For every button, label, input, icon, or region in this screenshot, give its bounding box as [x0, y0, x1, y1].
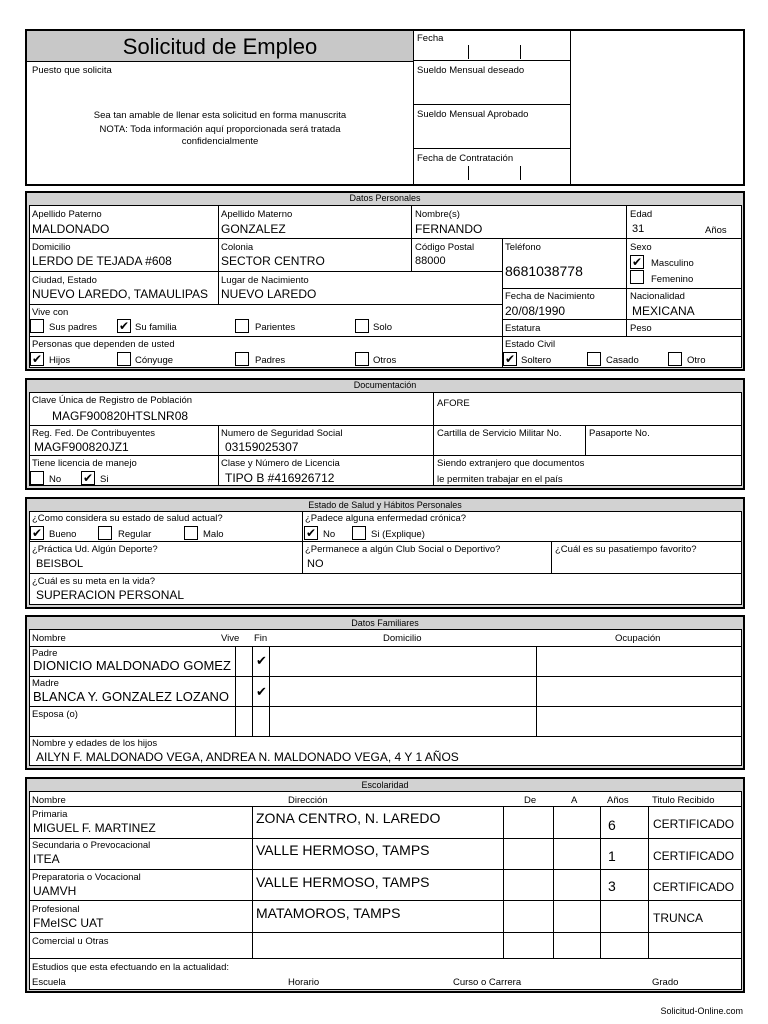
documentacion-title: Documentación	[353, 380, 417, 390]
col-line	[302, 511, 303, 573]
otro-checkbox[interactable]	[668, 352, 682, 366]
note-line-2: NOTA: Toda información aquí proporcionada será tratada	[99, 124, 341, 135]
padre-fin-check[interactable]: ✔	[256, 653, 267, 668]
bueno-label: Bueno	[49, 529, 77, 540]
licencia-label: Tiene licencia de manejo	[32, 458, 137, 469]
esc-col-anos: Años	[607, 795, 629, 806]
ap-materno-label: Apellido Materno	[221, 209, 293, 220]
esc-row-titulo[interactable]: CERTIFICADO	[653, 817, 735, 831]
cronica-si-label: Si (Explique)	[371, 529, 425, 540]
row-line	[29, 271, 502, 272]
sueldo-aprobado-field[interactable]	[415, 122, 568, 146]
row-line	[29, 706, 742, 707]
nombres-value[interactable]: FERNANDO	[415, 222, 483, 236]
esc-row-label: Preparatoria o Vocacional	[32, 872, 141, 883]
row-line	[502, 336, 742, 337]
casado-checkbox[interactable]	[587, 352, 601, 366]
documentacion-grid	[29, 392, 742, 486]
colonia-label: Colonia	[221, 242, 254, 253]
vive-con-label: Vive con	[32, 307, 69, 318]
familiares-title: Datos Familiares	[351, 618, 419, 628]
esc-row-direccion[interactable]: VALLE HERMOSO, TAMPS	[256, 874, 430, 890]
esc-row-nombre[interactable]: FMeISC UAT	[33, 916, 104, 930]
esc-row-label: Primaria	[32, 809, 68, 820]
madre-label: Madre	[32, 678, 59, 689]
lugar-nac-label: Lugar de Nacimiento	[221, 275, 309, 286]
col-line	[502, 238, 503, 368]
note-line-1: Sea tan amable de llenar esta solicitud en forma manuscrita	[93, 110, 347, 121]
esc-row-anos[interactable]: 1	[608, 848, 616, 864]
cp-value[interactable]: 88000	[415, 255, 446, 267]
fecha-tick-1	[468, 45, 469, 59]
deporte-value[interactable]: BEISBOL	[36, 558, 84, 570]
padres-label: Padres	[255, 355, 286, 366]
horario-label: Horario	[288, 977, 320, 988]
row-line	[502, 319, 742, 320]
parientes-label: Parientes	[255, 322, 296, 333]
fecha-line	[413, 60, 570, 61]
casado-label: Casado	[606, 355, 639, 366]
col-line	[252, 806, 253, 958]
col-domicilio-header: Domicilio	[383, 633, 422, 644]
otros-label: Otros	[373, 355, 397, 366]
sueldo-deseado-field[interactable]	[415, 78, 568, 100]
domicilio-value[interactable]: LERDO DE TEJADA #608	[32, 254, 172, 268]
col-line	[626, 205, 627, 336]
masculino-label: Masculino	[651, 258, 694, 269]
esc-col-titulo: Titulo Recibido	[652, 795, 715, 806]
sus-padres-label: Sus padres	[49, 322, 98, 333]
esc-row-label: Secundaria o Prevocacional	[32, 840, 151, 851]
dependen-label: Personas que dependen de usted	[32, 339, 175, 350]
esc-row-direccion[interactable]: ZONA CENTRO, N. LAREDO	[256, 810, 441, 826]
esc-row-direccion[interactable]: MATAMOROS, TAMPS	[256, 905, 401, 921]
col-line	[252, 646, 253, 736]
anos-label: Años	[705, 225, 727, 236]
col-vive-header: Vive	[221, 633, 240, 644]
row-line	[29, 838, 742, 839]
nss-value[interactable]: 03159025307	[225, 440, 299, 454]
col-line	[648, 806, 649, 958]
contratacion-tick-2	[520, 166, 521, 180]
estado-civil-label: Estado Civil	[505, 339, 556, 350]
col-line	[600, 806, 601, 958]
ap-materno-value[interactable]: GONZALEZ	[221, 222, 286, 236]
telefono-value[interactable]: 8681038778	[505, 263, 583, 279]
ciudad-value[interactable]: NUEVO LAREDO, TAMAULIPAS	[32, 287, 209, 301]
curp-value[interactable]: MAGF900820HTSLNR08	[52, 409, 189, 423]
club-value[interactable]: NO	[307, 558, 324, 570]
fecha-nac-label: Fecha de Nacimiento	[505, 291, 595, 302]
salud-title: Estado de Salud y Hábitos Personales	[308, 500, 462, 510]
header-right-shade	[571, 31, 743, 183]
clase-value[interactable]: TIPO B #416926712	[225, 471, 335, 485]
col-line	[218, 205, 219, 304]
puesto-label: Puesto que solicita	[32, 65, 112, 76]
esc-row-label: Comercial u Otras	[32, 936, 109, 947]
licencia-si-checkbox[interactable]: ✔	[82, 471, 94, 485]
regular-checkbox[interactable]	[98, 526, 112, 540]
madre-fin-check[interactable]: ✔	[256, 684, 267, 699]
cp-label: Código Postal	[415, 242, 475, 253]
otros-checkbox[interactable]	[355, 352, 369, 366]
regular-label: Regular	[118, 529, 152, 540]
masculino-checkbox[interactable]: ✔	[631, 255, 643, 269]
col-line	[269, 646, 270, 736]
rfc-value[interactable]: MAGF900820JZ1	[34, 440, 129, 454]
su-familia-checkbox[interactable]: ✔	[118, 319, 130, 333]
femenino-label: Femenino	[651, 274, 694, 285]
row-line	[29, 932, 742, 933]
row-line	[29, 736, 742, 737]
femenino-checkbox[interactable]	[630, 270, 644, 284]
rfc-label: Reg. Fed. De Contribuyentes	[32, 428, 156, 439]
esc-col-nombre: Nombre	[32, 795, 66, 806]
fecha-contratacion-label: Fecha de Contratación	[417, 153, 514, 164]
row-line	[29, 455, 742, 456]
edad-label: Edad	[630, 209, 653, 220]
nombres-label: Nombre(s)	[415, 209, 460, 220]
grado-label: Grado	[652, 977, 679, 988]
row-line	[29, 425, 742, 426]
colonia-value[interactable]: SECTOR CENTRO	[221, 254, 325, 268]
fecha-nac-value[interactable]: 20/08/1990	[505, 304, 566, 318]
row-line	[502, 288, 742, 289]
note-line-3: confidencialmente	[181, 136, 259, 147]
salud-estado-label: ¿Como considera su estado de salud actual?	[32, 513, 223, 524]
malo-checkbox[interactable]	[184, 526, 198, 540]
padre-value[interactable]: DIONICIO MALDONADO GOMEZ	[33, 658, 231, 673]
row-line	[29, 573, 742, 574]
conyuge-checkbox[interactable]	[117, 352, 131, 366]
esc-row-anos[interactable]: 6	[608, 817, 616, 833]
licencia-no-checkbox[interactable]	[30, 471, 44, 485]
edad-value[interactable]: 31	[632, 223, 645, 235]
col-line	[553, 806, 554, 958]
col-line	[235, 646, 236, 736]
otro-label: Otro	[687, 355, 706, 366]
esc-row-direccion[interactable]: VALLE HERMOSO, TAMPS	[256, 842, 430, 858]
row-line	[29, 541, 742, 542]
pasatiempo-label: ¿Cuál es su pasatiempo favorito?	[555, 544, 697, 555]
esc-col-direccion: Dirección	[288, 795, 328, 806]
esposa-label: Esposa (o)	[32, 709, 78, 720]
extranjero-line-1: Siendo extranjero que documentos	[437, 458, 585, 469]
esc-row-label: Profesional	[32, 904, 80, 915]
solo-checkbox[interactable]	[355, 319, 369, 333]
hijos-nombres-label: Nombre y edades de los hijos	[32, 738, 158, 749]
curp-label: Clave Única de Registro de Población	[32, 395, 193, 406]
col-line	[218, 425, 219, 486]
footer-credit: Solicitud-Online.com	[660, 1006, 743, 1016]
col-line	[503, 806, 504, 958]
clase-label: Clase y Número de Licencia	[221, 458, 340, 469]
contratacion-tick-1	[468, 166, 469, 180]
fecha-label: Fecha	[417, 33, 444, 44]
row-line	[29, 304, 502, 305]
bueno-checkbox[interactable]: ✔	[31, 526, 43, 540]
telefono-label: Teléfono	[505, 242, 541, 253]
row-line	[29, 806, 742, 807]
esc-col-a: A	[571, 795, 578, 806]
col-line	[585, 425, 586, 455]
padre-label: Padre	[32, 648, 58, 659]
conyuge-label: Cónyuge	[135, 355, 174, 366]
ciudad-label: Ciudad, Estado	[32, 275, 97, 286]
licencia-no-label: No	[49, 474, 62, 485]
esc-row-nombre[interactable]: UAMVH	[33, 884, 77, 898]
esc-row-anos[interactable]: 3	[608, 878, 616, 894]
col-line	[433, 392, 434, 486]
col-line	[551, 541, 552, 573]
sexo-label: Sexo	[630, 242, 652, 253]
lugar-nac-value[interactable]: NUEVO LAREDO	[221, 287, 317, 301]
hijos-label: Hijos	[49, 355, 71, 366]
estatura-label: Estatura	[505, 323, 541, 334]
row-line	[29, 958, 742, 959]
esc-row-nombre[interactable]: ITEA	[33, 852, 60, 866]
esc-row-titulo[interactable]: TRUNCA	[653, 911, 703, 925]
col-line	[536, 646, 537, 736]
esc-row-titulo[interactable]: CERTIFICADO	[653, 849, 735, 863]
extranjero-line-2: le permiten trabajar en el país	[437, 474, 563, 485]
solo-label: Solo	[373, 322, 393, 333]
hijos-checkbox[interactable]: ✔	[31, 352, 43, 366]
col-ocupacion-header: Ocupación	[615, 633, 661, 644]
nacionalidad-label: Nacionalidad	[630, 291, 685, 302]
datos-personales-title: Datos Personales	[349, 193, 421, 203]
peso-label: Peso	[630, 323, 652, 334]
cronica-si-checkbox[interactable]	[352, 526, 366, 540]
col-fin-header: Fin	[254, 633, 268, 644]
sueldo-line-1	[413, 104, 570, 105]
cronica-no-label: No	[323, 529, 336, 540]
esc-col-de: De	[524, 795, 537, 806]
escolaridad-title: Escolaridad	[361, 780, 409, 790]
header-divider	[413, 31, 414, 184]
licencia-si-label: Si	[100, 474, 109, 485]
malo-label: Malo	[203, 529, 224, 540]
meta-label: ¿Cuál es su meta en la vida?	[32, 576, 156, 587]
row-line	[29, 869, 742, 870]
pasaporte-label: Pasaporte No.	[589, 428, 650, 439]
sueldo-aprobado-label: Sueldo Mensual Aprobado	[417, 109, 529, 120]
col-nombre-header: Nombre	[32, 633, 66, 644]
soltero-checkbox[interactable]: ✔	[504, 352, 516, 366]
estudios-actuales-label: Estudios que esta efectuando en la actualidad:	[32, 962, 230, 973]
page-title: Solicitud de Empleo	[122, 34, 318, 59]
sueldo-line-2	[413, 148, 570, 149]
hijos-nombres-value[interactable]: AILYN F. MALDONADO VEGA, ANDREA N. MALDONADO VEGA, 4 Y 1 AÑOS	[36, 750, 459, 764]
puesto-field[interactable]	[30, 78, 410, 104]
row-line	[29, 676, 742, 677]
domicilio-label: Domicilio	[32, 242, 71, 253]
esc-row-titulo[interactable]: CERTIFICADO	[653, 880, 735, 894]
parientes-checkbox[interactable]	[235, 319, 249, 333]
nacionalidad-value[interactable]: MEXICANA	[632, 304, 695, 318]
ap-paterno-value[interactable]: MALDONADO	[32, 222, 110, 236]
padres-checkbox[interactable]	[235, 352, 249, 366]
cronica-no-checkbox[interactable]: ✔	[305, 526, 317, 540]
cronica-label: ¿Padece alguna enfermedad crónica?	[305, 513, 467, 524]
esc-row-nombre[interactable]: MIGUEL F. MARTINEZ	[33, 821, 156, 835]
escuela-label: Escuela	[32, 977, 66, 988]
meta-value[interactable]: SUPERACION PERSONAL	[36, 588, 185, 602]
row-line	[29, 238, 742, 239]
row-line	[29, 336, 502, 337]
col-line	[411, 205, 412, 271]
madre-value[interactable]: BLANCA Y. GONZALEZ LOZANO	[33, 689, 230, 704]
afore-label: AFORE	[437, 398, 470, 409]
row-line	[29, 646, 742, 647]
su-familia-label: Su familia	[135, 322, 177, 333]
sueldo-deseado-label: Sueldo Mensual deseado	[417, 65, 525, 76]
curso-label: Curso o Carrera	[453, 977, 522, 988]
row-line	[29, 900, 742, 901]
deporte-label: ¿Práctica Ud. Algún Deporte?	[32, 544, 158, 555]
fecha-tick-2	[520, 45, 521, 59]
sus-padres-checkbox[interactable]	[30, 319, 44, 333]
soltero-label: Soltero	[521, 355, 552, 366]
nss-label: Numero de Seguridad Social	[221, 428, 343, 439]
cartilla-label: Cartilla de Servicio Militar No.	[437, 428, 562, 439]
ap-paterno-label: Apellido Paterno	[32, 209, 102, 220]
club-label: ¿Permanece a algún Club Social o Deportivo?	[305, 544, 501, 555]
